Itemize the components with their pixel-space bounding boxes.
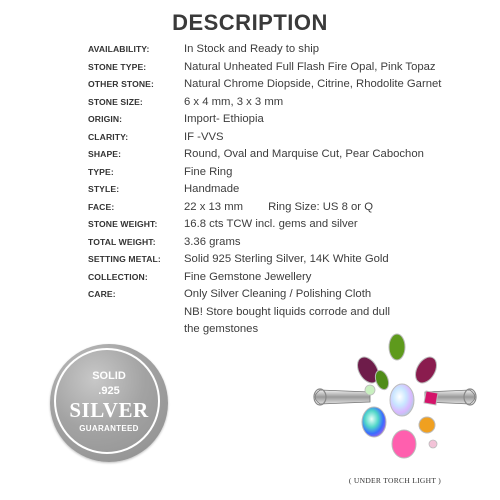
spec-value: Import- Ethiopia bbox=[184, 113, 264, 125]
spec-row-shape bbox=[88, 146, 498, 164]
spec-label: COLLECTION: bbox=[88, 271, 148, 282]
spec-value: Handmade bbox=[184, 183, 240, 195]
spec-row-stone-type bbox=[88, 59, 498, 77]
spec-label: AVAILABILITY: bbox=[88, 44, 150, 54]
badge-line-925: .925 bbox=[98, 385, 120, 397]
solid-silver-badge bbox=[50, 344, 168, 462]
spec-label: STYLE: bbox=[88, 184, 120, 194]
spec-row-other-stone bbox=[88, 76, 498, 94]
spec-value: Solid 925 Sterling Silver, 14K White Gold bbox=[184, 253, 389, 265]
spec-label: STONE WEIGHT: bbox=[88, 219, 158, 229]
spec-row-type bbox=[88, 164, 498, 182]
ring-product-image bbox=[300, 322, 490, 472]
spec-value: IF -VVS bbox=[184, 130, 224, 143]
spec-row-setting-metal bbox=[88, 251, 498, 269]
spec-row-collection bbox=[88, 269, 498, 287]
spec-row-care bbox=[88, 286, 498, 304]
spec-label: FACE: bbox=[88, 201, 115, 212]
spec-value: Fine Gemstone Jewellery bbox=[184, 270, 312, 283]
spec-row-availability bbox=[88, 41, 498, 59]
spec-value: 3.36 grams bbox=[184, 235, 241, 248]
spec-row-stone-weight bbox=[88, 216, 498, 234]
spec-label: ORIGIN: bbox=[88, 114, 123, 124]
spec-value: Natural Unheated Full Flash Fire Opal, Pink Topaz bbox=[184, 60, 436, 73]
spec-label: SHAPE: bbox=[88, 149, 122, 159]
badge-line-silver: SILVER bbox=[69, 398, 149, 422]
spec-row-total-weight bbox=[88, 234, 498, 252]
care-note-line-1: NB! Store bought liquids corrode and dull bbox=[184, 305, 390, 318]
spec-value: Fine Ring bbox=[184, 165, 233, 178]
spec-value: Natural Chrome Diopside, Citrine, Rhodolite Garnet bbox=[184, 78, 442, 90]
spec-row-origin bbox=[88, 111, 498, 129]
spec-label: CLARITY: bbox=[88, 131, 129, 142]
spec-row-clarity bbox=[88, 129, 498, 147]
spec-label: OTHER STONE: bbox=[88, 79, 154, 89]
spec-value: In Stock and Ready to ship bbox=[184, 43, 320, 55]
spec-value: Round, Oval and Marquise Cut, Pear Cabochon bbox=[184, 148, 424, 160]
spec-table bbox=[88, 41, 498, 339]
spec-value: 22 x 13 mm Ring Size: US 8 or Q bbox=[184, 200, 373, 213]
spec-label: TYPE: bbox=[88, 166, 114, 177]
spec-label: STONE SIZE: bbox=[88, 96, 143, 107]
spec-row-style bbox=[88, 181, 498, 199]
care-note-line-2: the gemstones bbox=[184, 323, 259, 335]
spec-value: 6 x 4 mm, 3 x 3 mm bbox=[184, 95, 284, 108]
spec-label: CARE: bbox=[88, 289, 116, 299]
page-title: DESCRIPTION bbox=[172, 10, 328, 35]
spec-row-stone-size bbox=[88, 94, 498, 112]
spec-row-face bbox=[88, 199, 498, 217]
spec-label: SETTING METAL: bbox=[88, 254, 161, 264]
image-caption: ( UNDER TORCH LIGHT ) bbox=[348, 476, 442, 485]
spec-value: 16.8 cts TCW incl. gems and silver bbox=[184, 218, 358, 230]
spec-value: Only Silver Cleaning / Polishing Cloth bbox=[184, 288, 372, 300]
badge-line-solid: SOLID bbox=[92, 370, 126, 382]
spec-label: STONE TYPE: bbox=[88, 61, 147, 72]
spec-label: TOTAL WEIGHT: bbox=[88, 236, 156, 247]
badge-line-guaranteed: GUARANTEED bbox=[79, 424, 139, 433]
